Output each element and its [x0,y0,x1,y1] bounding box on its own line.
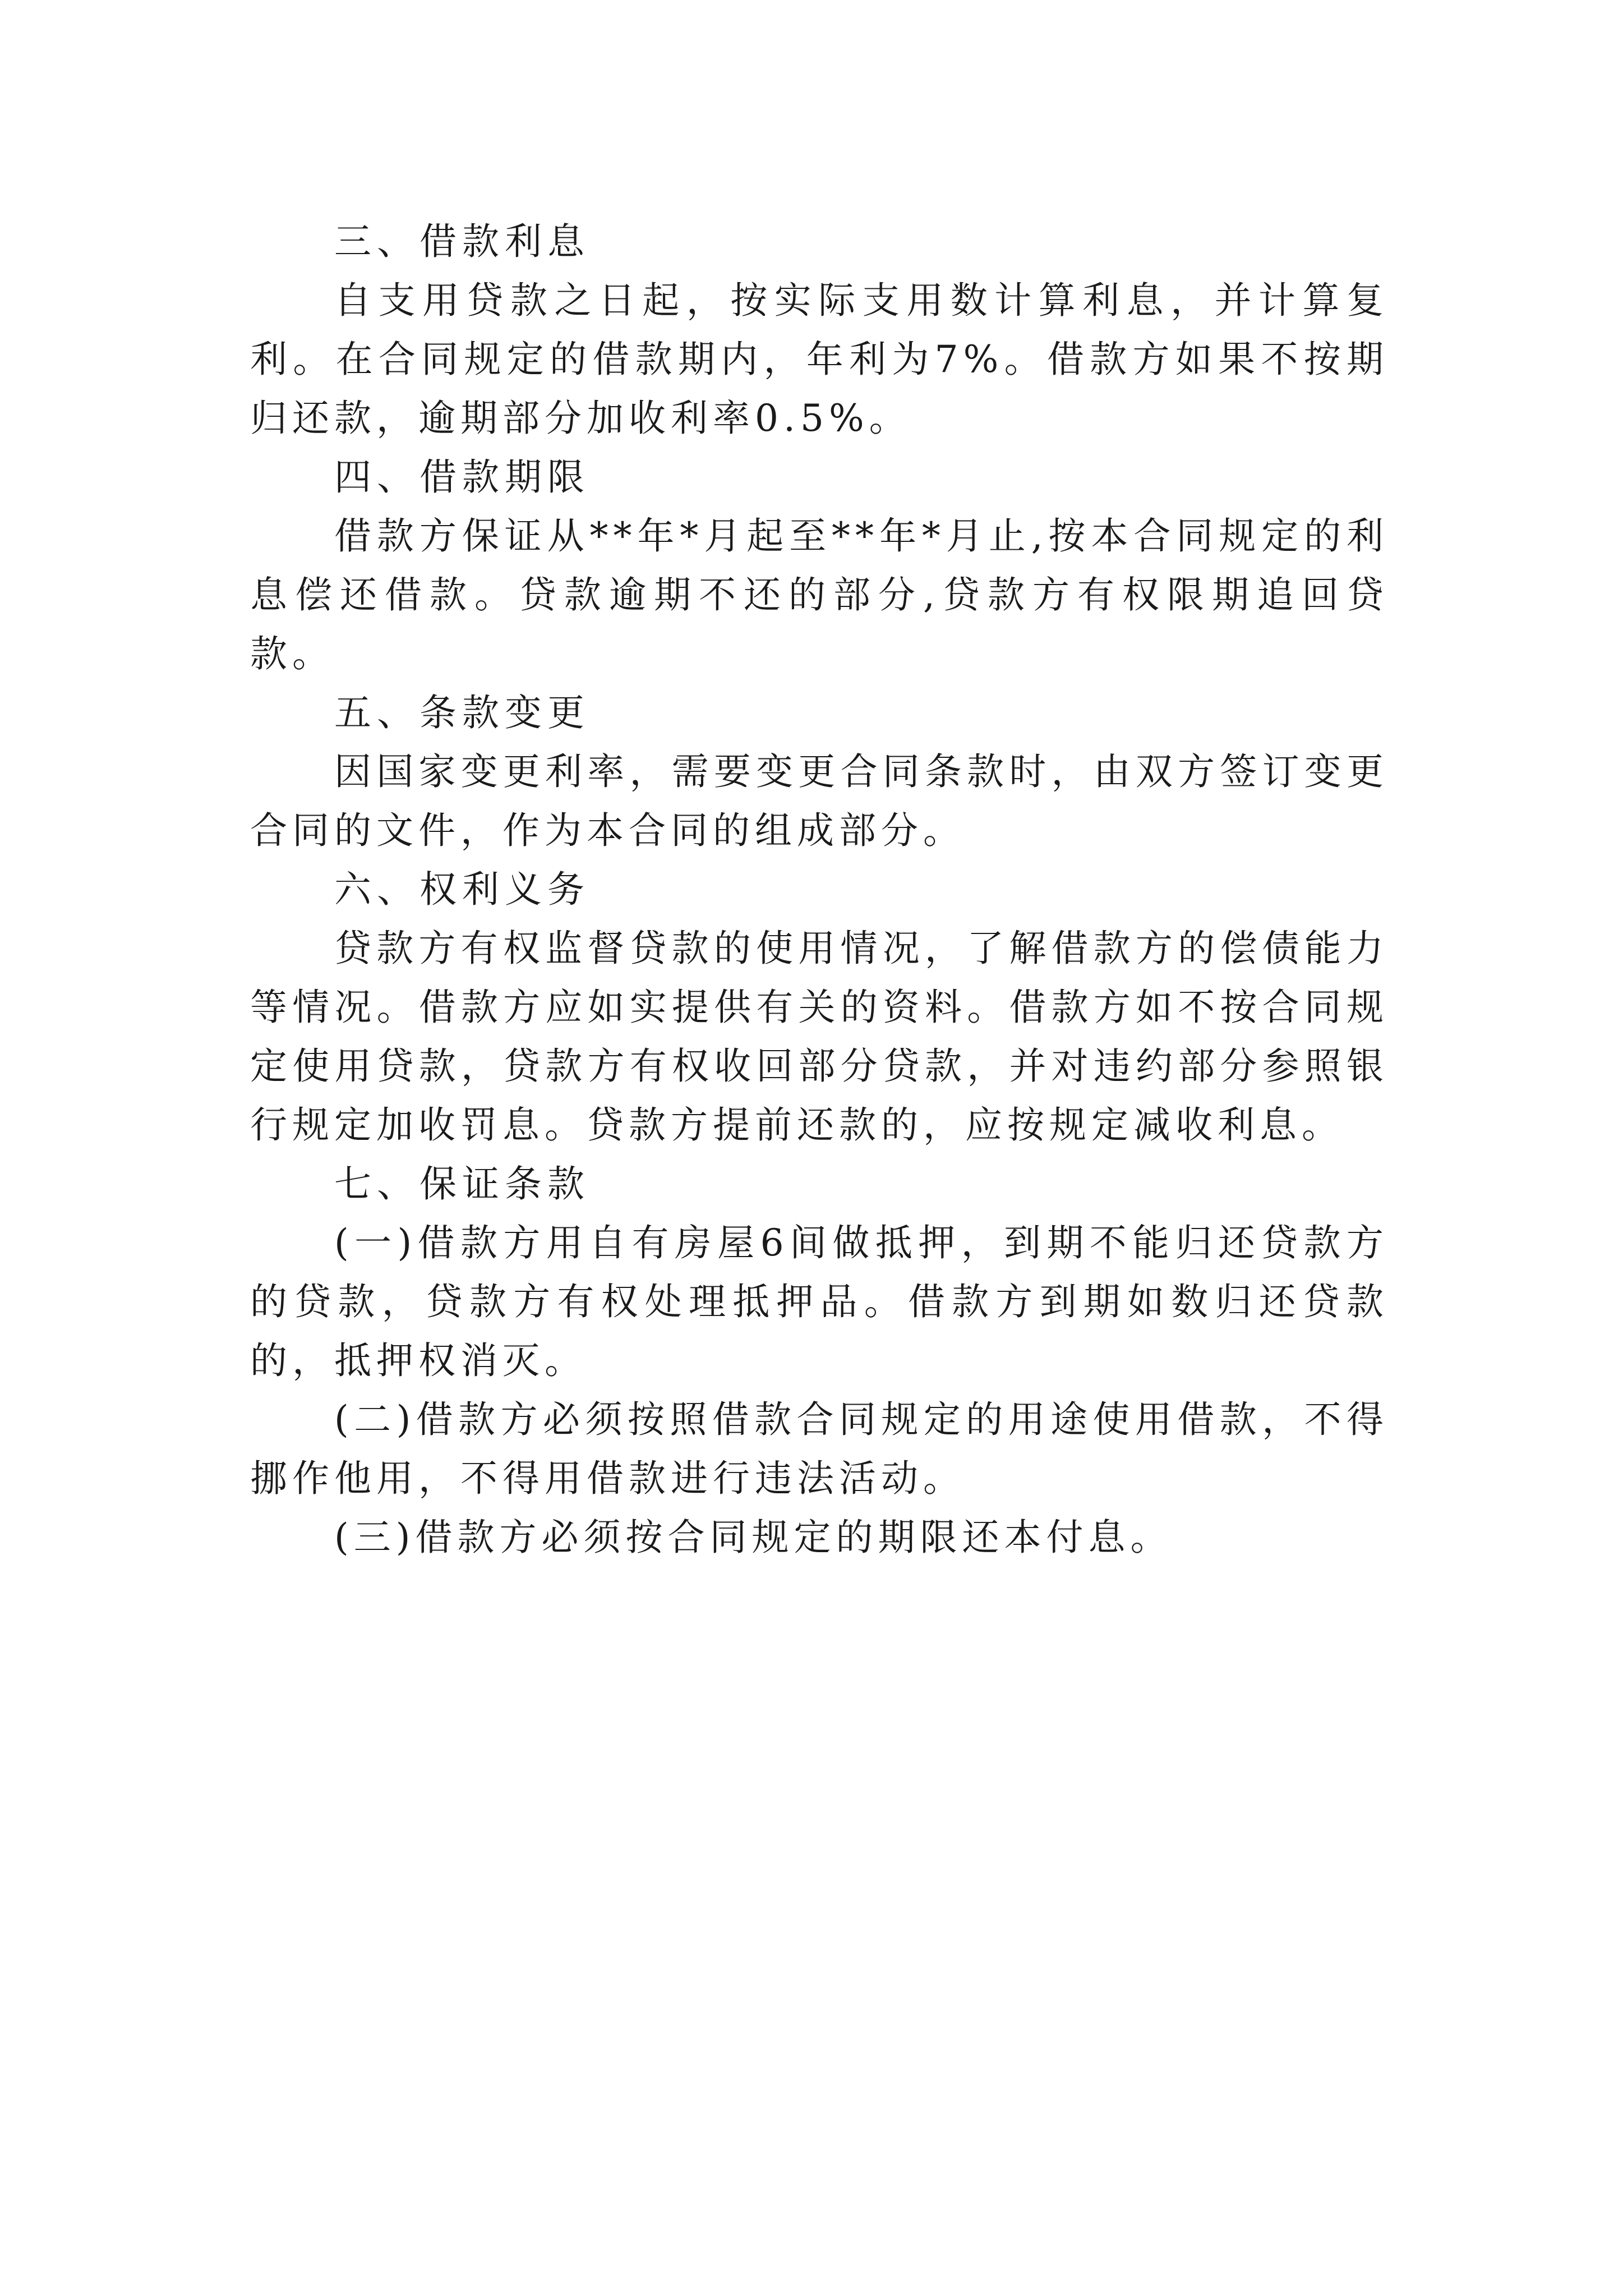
section-heading-term: 四、借款期限 [334,455,590,499]
section-heading-rights-obligations: 六、权利义务 [334,868,590,911]
paragraph-amendment: 因国家变更利率，需要变更合同条款时，由双方签订变更合同的文件，作为本合同的组成部分。 [250,750,1389,852]
paragraph-interest: 自支用贷款之日起，按实际支用数计算利息，并计算复利。在合同规定的借款期内，年利为7%。借款方如果不按期归还款，逾期部分加收利率0.5%。 [250,279,1389,440]
paragraph-guarantee-1: (一)借款方用自有房屋6间做抵押，到期不能归还贷款方的贷款，贷款方有权处理抵押品。借款方到期如数归还贷款的，抵押权消灭。 [250,1221,1389,1382]
paragraph-term: 借款方保证从**年*月起至**年*月止,按本合同规定的利息偿还借款。贷款逾期不还的部分,贷款方有权限期追回贷款。 [250,514,1389,675]
paragraph-rights-obligations: 贷款方有权监督贷款的使用情况，了解借款方的偿债能力等情况。借款方应如实提供有关的资料。借款方如不按合同规定使用贷款，贷款方有权收回部分贷款，并对违约部分参照银行规定加收罚息。贷款方提前还款的，应按规定减收利息。 [250,927,1389,1147]
section-heading-guarantee: 七、保证条款 [334,1162,590,1205]
section-heading-amendment: 五、条款变更 [334,691,590,734]
section-heading-interest: 三、借款利息 [334,220,590,263]
paragraph-guarantee-3: (三)借款方必须按合同规定的期限还本付息。 [334,1516,1173,1559]
paragraph-guarantee-2: (二)借款方必须按照借款合同规定的用途使用借款，不得挪作他用，不得用借款进行违法活动。 [250,1398,1389,1500]
document-body [250,212,1389,1567]
